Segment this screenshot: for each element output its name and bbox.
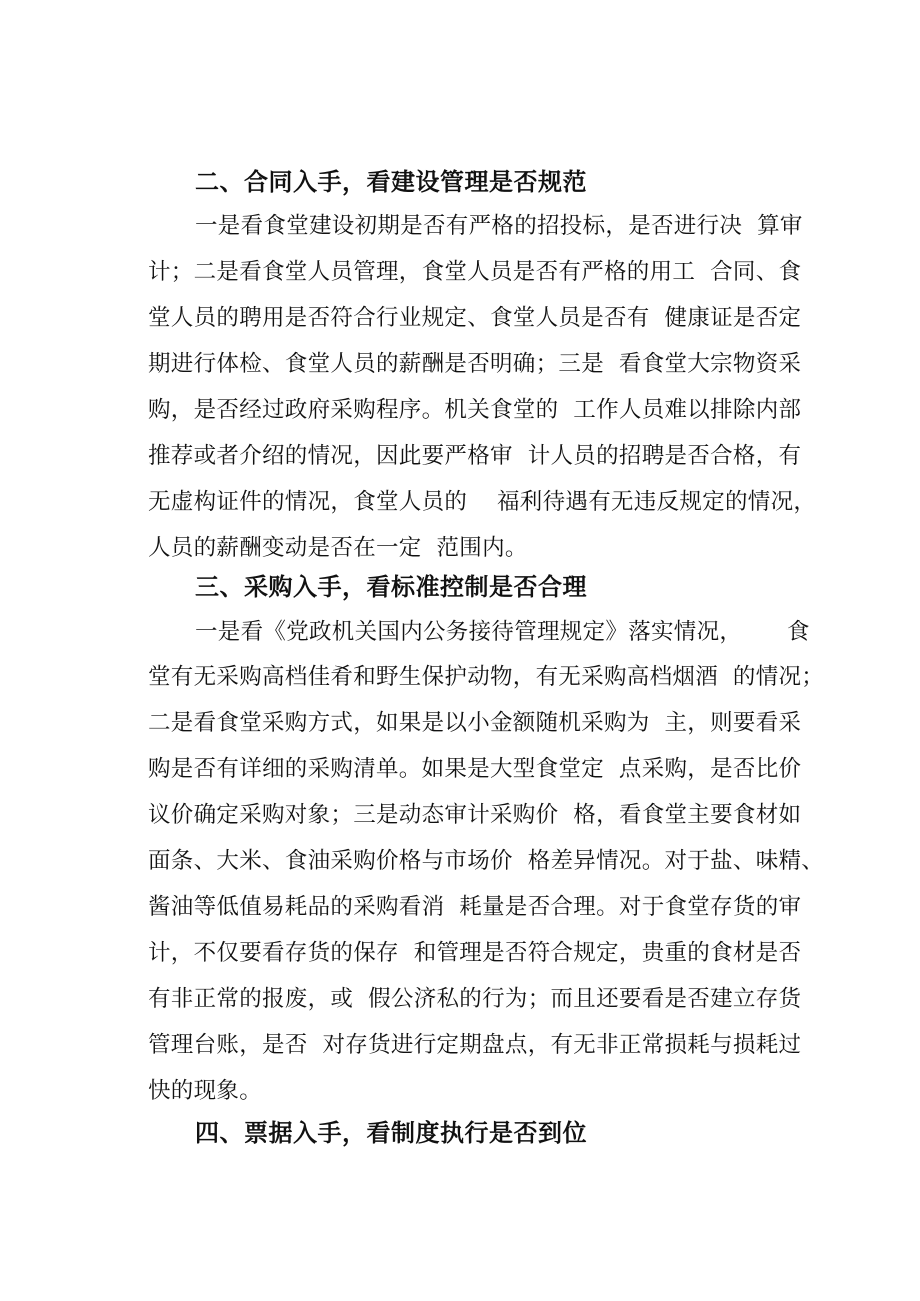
paragraph-line: 管理台账，是否 对存货进行定期盘点，有无非正常损耗与损耗过 xyxy=(148,1032,802,1058)
section-heading-3: 三、采购入手，看标准控制是否合理 xyxy=(195,573,587,601)
paragraph-line: 一是看《党政机关国内公务接待管理规定》落实情况， 食 xyxy=(195,619,810,645)
paragraph-line: 堂有无采购高档佳肴和野生保护动物，有无采购高档烟酒 的情况； xyxy=(148,664,825,690)
paragraph-line: 快的现象。 xyxy=(148,1078,263,1104)
section-heading-2: 二、合同入手，看建设管理是否规范 xyxy=(195,168,587,196)
paragraph-line: 一是看食堂建设初期是否有严格的招投标，是否进行决 算审 xyxy=(195,213,803,239)
paragraph-line: 购是否有详细的采购清单。如果是大型食堂定 点采购，是否比价 xyxy=(148,756,802,782)
paragraph-line: 堂人员的聘用是否符合行业规定、食堂人员是否有 健康证是否定 xyxy=(148,305,802,331)
paragraph-line: 购，是否经过政府采购程序。机关食堂的 工作人员难以排除内部 xyxy=(148,397,802,423)
paragraph-line: 无虚构证件的情况，食堂人员的 福利待遇有无违反规定的情况， xyxy=(148,489,817,515)
section-heading-4: 四、票据入手，看制度执行是否到位 xyxy=(195,1119,587,1147)
paragraph-line: 有非正常的报废，或 假公济私的行为；而且还要看是否建立存货 xyxy=(148,986,802,1012)
paragraph-line: 议价确定采购对象；三是动态审计采购价 格，看食堂主要食材如 xyxy=(148,802,802,828)
paragraph-line: 计，不仅要看存货的保存 和管理是否符合规定，贵重的食材是否 xyxy=(148,940,802,966)
paragraph-line: 推荐或者介绍的情况，因此要严格审 计人员的招聘是否合格，有 xyxy=(148,443,802,469)
paragraph-line: 二是看食堂采购方式，如果是以小金额随机采购为 主，则要看采 xyxy=(148,710,802,736)
paragraph-line: 面条、大米、食油采购价格与市场价 格差异情况。对于盐、味精、 xyxy=(148,848,825,874)
paragraph-line: 酱油等低值易耗品的采购看消 耗量是否合理。对于食堂存货的审 xyxy=(148,894,802,920)
paragraph-line: 期进行体检、食堂人员的薪酬是否明确；三是 看食堂大宗物资采 xyxy=(148,351,802,377)
paragraph-line: 人员的薪酬变动是否在一定 范围内。 xyxy=(148,535,528,561)
paragraph-line: 计；二是看食堂人员管理，食堂人员是否有严格的用工 合同、食 xyxy=(148,259,802,285)
